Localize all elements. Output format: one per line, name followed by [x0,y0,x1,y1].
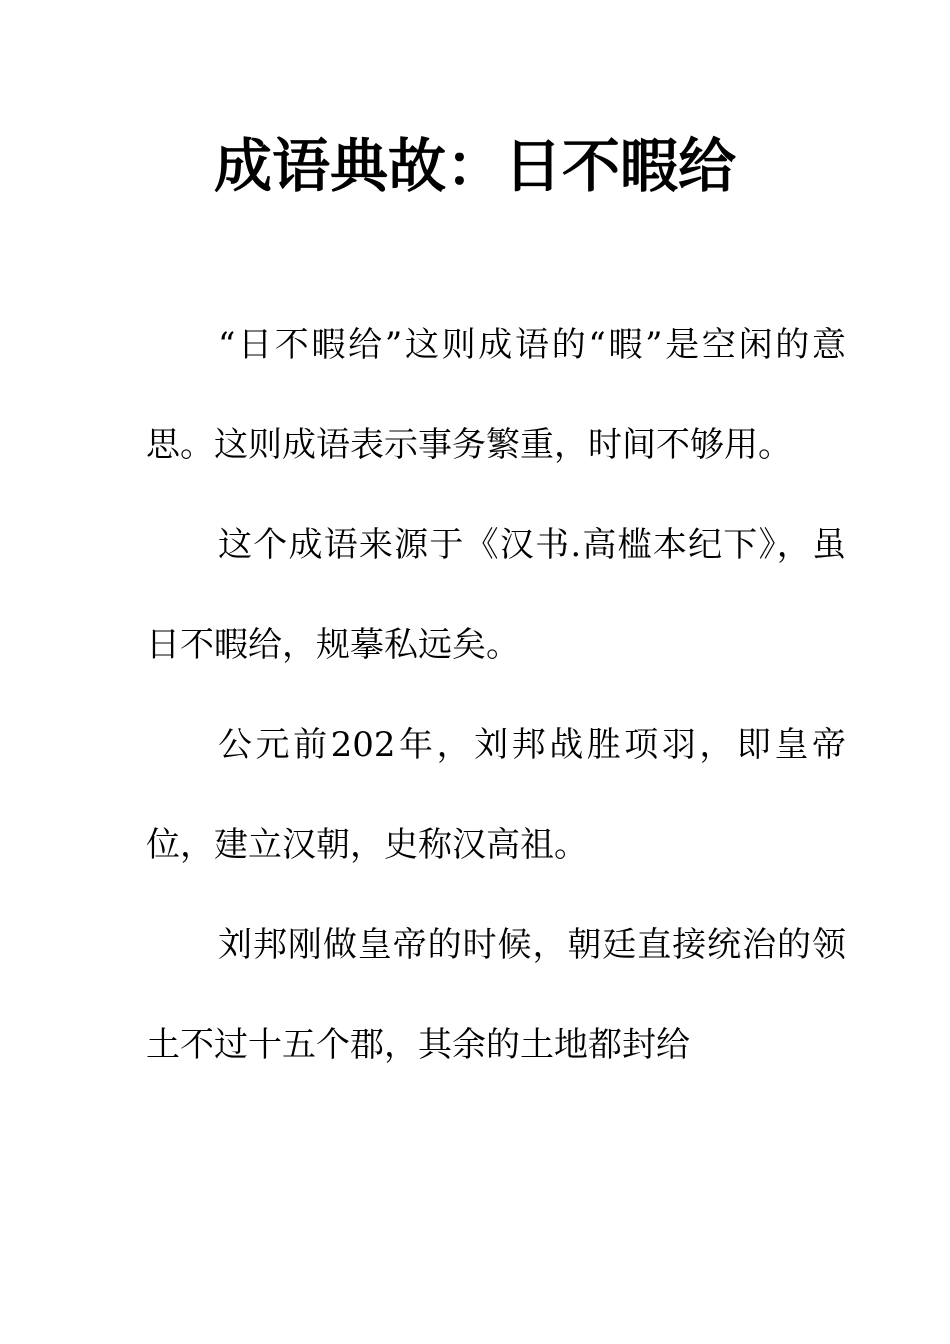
paragraph-1: “日不暇给”这则成语的“暇”是空闲的意思。这则成语表示事务繁重，时间不够用。 [146,325,846,465]
document-title: 成语典故：日不暇给 [213,132,736,200]
paragraph-4: 刘邦刚做皇帝的时候，朝廷直接统治的领土不过十五个郡，其余的土地都封给 [146,925,846,1065]
paragraph-2: 这个成语来源于《汉书.高槛本纪下》，虽日不暇给，规摹私远矣。 [146,525,846,665]
document-body [146,295,846,1095]
paragraph-3: 公元前202年，刘邦战胜项羽，即皇帝位，建立汉朝，史称汉高祖。 [146,725,846,865]
